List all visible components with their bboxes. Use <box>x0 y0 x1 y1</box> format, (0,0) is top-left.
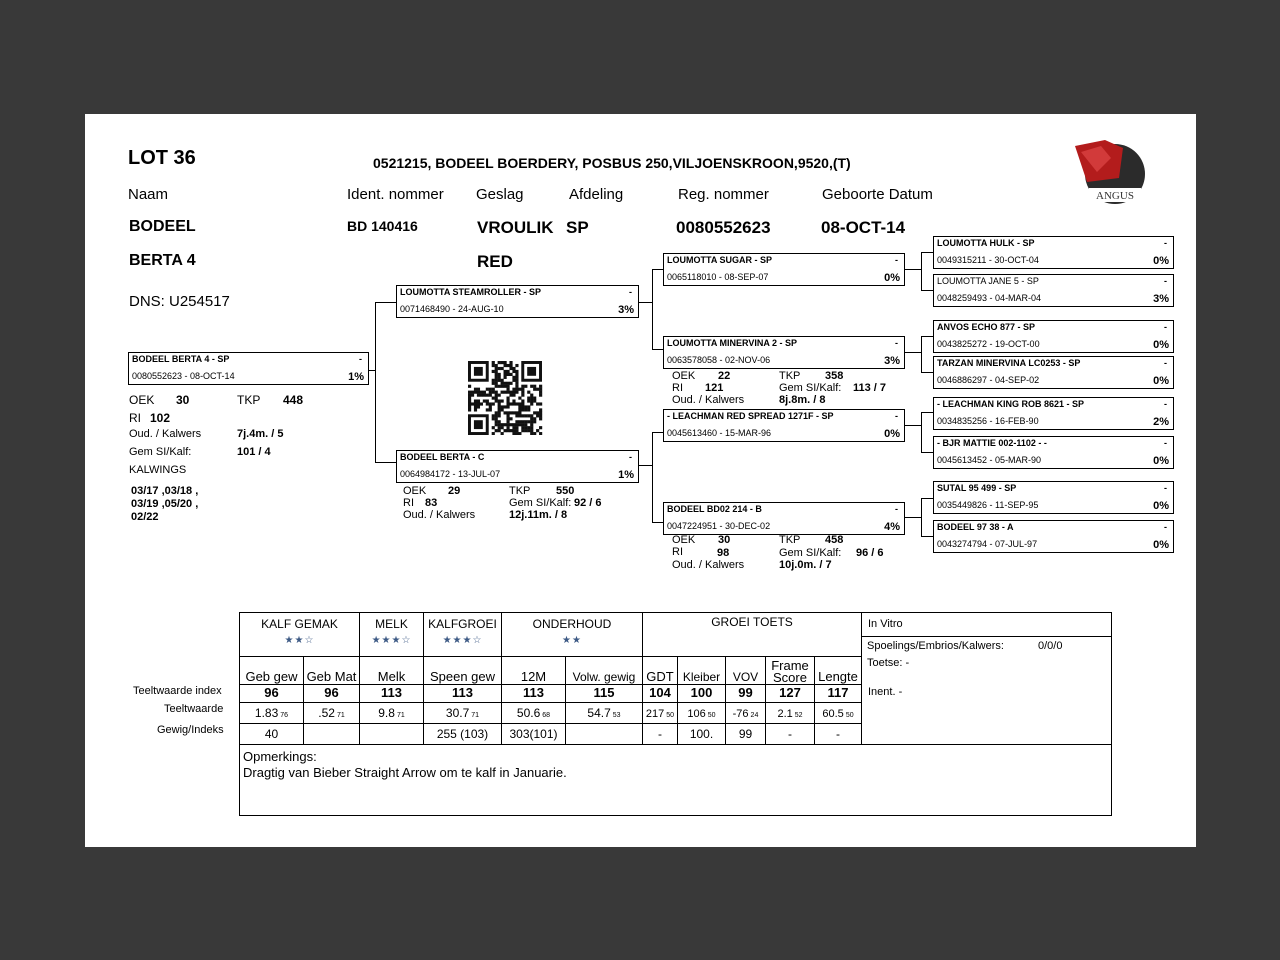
spoelings-value: 0/0/0 <box>1038 640 1063 652</box>
group-onderhoud: ONDERHOUD ★★ <box>502 613 643 657</box>
gewig-value <box>304 724 360 745</box>
index-value: 113 <box>360 685 424 703</box>
group-kalfgroei: KALFGROEI ★★★☆ <box>424 613 502 657</box>
animal-box-pct: 1% <box>348 371 364 383</box>
gewig-value <box>360 724 424 745</box>
gewig-value: 303(101) <box>502 724 566 745</box>
pedigree-g4-box: TARZAN MINERVINA LC0253 - SP - 0046886297 - 04-SEP-02 0% <box>933 356 1174 389</box>
column-header: VOV <box>726 657 766 685</box>
color-value: RED <box>477 252 513 271</box>
tw-accuracy: 50 <box>845 712 854 719</box>
tw-accuracy: 50 <box>707 712 716 719</box>
lot-number: LOT 36 <box>128 147 196 169</box>
pedigree-g1-box: LOUMOTTA HULK - SP - 0049315211 - 30-OCT-04 0% <box>933 236 1174 269</box>
remarks-text: Dragtig van Bieber Straight Arrow om te kalf in Januarie. <box>243 765 567 780</box>
breeder-info: 0521215, BODEEL BOERDERY, POSBUS 250,VILJOENSKROON,9520,(T) <box>373 155 851 171</box>
column-header: Geb Mat <box>304 657 360 685</box>
gewig-value: 255 (103) <box>424 724 502 745</box>
tw-cell <box>360 703 424 724</box>
tw-cell <box>815 703 862 724</box>
tw-value: 2.1 <box>777 708 793 720</box>
tw-value: 9.8 <box>378 706 395 720</box>
birth-value: 08-OCT-14 <box>821 218 906 237</box>
pedigree-g2-box: LOUMOTTA JANE 5 - SP - 0048259493 - 04-MAR-04 3% <box>933 274 1174 307</box>
pedigree-sheet: LOT 36 0521215, BODEEL BOERDERY, POSBUS 250,VILJOENSKROON,9520,(T) ANGUS Naam Ident. nommer Geslag Afdeling Reg. nommer Geboorte Datum BODEEL BERTA 4 BD 140416 VROULIK SP RED 0080552623 08-OCT-14 DNS: U254517 BODEEL BERTA 4 - SP - 0080552623 - 08-OCT-14 1% OEK 30 TKP 448 RI 102 Oud. / Kalwers 7j.4m. / 5 Gem SI/Kalf: 101 / 4 KALWINGS 03/17 ,03/18 , 03/19 ,05/20 , 02/22 LOUMOTTA STEAMROLLER - SP - 0071468490 - 24-AUG-10 3% BODEEL BERTA - C - 0064984172 - 13-JUL-07 1% OEK 29 TKP 550 RI 83 Gem SI/Kalf: 92 / 6 Oud. / Kalwers 12j.11m. / 8 LOUMOTTA SUGAR - SP - 0065118010 - 08-SEP-07 0% LOUMOTTA MINERVINA 2 - SP - 0063578058 - 02-NOV-06 3% OEK 22 TKP 358 RI 121 Gem SI/Kalf: 113 / 7 Oud. / Kalwers 8j.8m. / 8 - LEACHMAN RED SPREAD 1271F - SP - 0045613460 - 15-MAR-96 0% BODEEL BD02 214 - B - 0047224951 - 30-DEC-02 4% OEK 30 TKP 458 RI 98 Gem SI/Kalf: 96 / 6 Oud. / Kalwers 10j.0m. / 7 LOUMOTTA HULK - SP - 0049315211 - 30-OCT-04 0% LOUMOTTA JANE 5 - SP - 0048259493 - 04-MAR-04 3% ANVOS ECHO 877 - SP - 0043825272 - 19-OCT-00 0% TARZAN MINERVINA LC0253 - SP - 0046886297 - 04-SEP-02 0% - LEACHMAN KING ROB 8621 - SP - 0034835256 - 16-FEB-90 2% - BJR MATTIE 002-1102 - - - 0045613452 - 05-MAR-90 0% SUTAL 95 499 - SP - 0035449826 - 11-SEP-95 0% BODEEL 97 38 - A - 0043274794 - 07-JUL-97 0% Teeltwaarde index Teeltwaarde Gewig/Indeks KALF GEMAK ★★☆ MELK ★★★☆ KALFGROEI ★★★☆ ONDERHOUD ★★ GROEI TOETS In Vitro Spoelings/Embrios/Kalwers: 0/0/0 Toetse: - Inent. - Geb gew Geb Mat Melk Speen gew 12M Volw. gewig GDT Kleiber VOV Frame Score Lengte 96 96 113 113 113 115 104 100 99 127 117 1.83 76 .52 71 9.8 71 30.7 71 50.6 68 54.7 53 217 50 106 50 -76 24 2.1 52 60.5 50 40 255 (103) 303(101) - 100. 99 - - Opmerkings: Dragtig van Bieber Straight Arrow om te kalf in Januarie. <box>85 114 1196 847</box>
gewig-value: 99 <box>726 724 766 745</box>
pedigree-sd-box: LOUMOTTA MINERVINA 2 - SP - 0063578058 - 02-NOV-06 3% <box>663 336 905 369</box>
column-header: Lengte <box>815 657 862 685</box>
spoelings-label: Spoelings/Embrios/Kalwers: <box>867 640 1004 652</box>
kalf-gemak-stars: ★★☆ <box>284 635 315 646</box>
performance-table <box>239 612 1112 816</box>
ident-value: BD 140416 <box>347 218 418 234</box>
pedigree-ds-box: - LEACHMAN RED SPREAD 1271F - SP - 0045613460 - 15-MAR-96 0% <box>663 409 905 442</box>
pedigree-dam-box: BODEEL BERTA - C - 0064984172 - 13-JUL-07 1% <box>396 450 639 483</box>
pedigree-g3-box: ANVOS ECHO 877 - SP - 0043825272 - 19-OCT-00 0% <box>933 320 1174 353</box>
column-header: Frame Score <box>766 657 815 685</box>
tw-value: 50.6 <box>516 706 541 720</box>
index-value: 99 <box>726 685 766 703</box>
column-header: Geb gew <box>240 657 304 685</box>
geslag-value: VROULIK <box>477 218 554 237</box>
tw-cell <box>304 703 360 724</box>
row-label-index: Teeltwaarde index <box>133 685 222 697</box>
remarks-cell <box>240 745 1112 816</box>
index-value: 127 <box>766 685 815 703</box>
tw-value: 217 <box>645 708 665 720</box>
pedigree-g7-box: SUTAL 95 499 - SP - 0035449826 - 11-SEP-95 0% <box>933 481 1174 514</box>
tw-cell <box>502 703 566 724</box>
column-header: Melk <box>360 657 424 685</box>
remarks-title: Opmerkings: <box>243 749 317 764</box>
tw-cell <box>566 703 643 724</box>
index-value: 96 <box>240 685 304 703</box>
kalwings-line3: 02/22 <box>131 511 159 523</box>
gewig-value: 100. <box>678 724 726 745</box>
tw-accuracy: 68 <box>542 712 551 719</box>
pedigree-animal-box: BODEEL BERTA 4 - SP - 0080552623 - 08-OCT-14 1% <box>128 352 369 385</box>
column-header: 12M <box>502 657 566 685</box>
angus-cow-logo-icon <box>1075 138 1147 208</box>
animal-box-id: 0080552623 - 08-OCT-14 <box>132 371 235 381</box>
tw-accuracy: 24 <box>750 712 759 719</box>
tw-cell <box>678 703 726 724</box>
qr-code-icon <box>466 361 544 435</box>
index-value: 113 <box>502 685 566 703</box>
gewig-value: 40 <box>240 724 304 745</box>
tw-value: 30.7 <box>445 706 470 720</box>
pedigree-g8-box: BODEEL 97 38 - A - 0043274794 - 07-JUL-97 0% <box>933 520 1174 553</box>
label-reg: Reg. nommer <box>678 186 769 203</box>
tw-value: -76 <box>732 708 749 720</box>
pedigree-g6-box: - BJR MATTIE 002-1102 - - - 0045613452 - 05-MAR-90 0% <box>933 436 1174 469</box>
qr-code <box>466 361 544 435</box>
tw-accuracy: 71 <box>471 712 480 719</box>
tw-value: 1.83 <box>254 706 279 720</box>
group-groei-toets: GROEI TOETS <box>643 613 862 657</box>
index-value: 104 <box>643 685 678 703</box>
pedigree-dd-box: BODEEL BD02 214 - B - 0047224951 - 30-DEC-02 4% <box>663 502 905 535</box>
animal-oud: 7j.4m. / 5 <box>237 428 284 440</box>
row-label-gewig: Gewig/Indeks <box>157 724 224 736</box>
gewig-value: - <box>766 724 815 745</box>
animal-tkp: 448 <box>283 393 304 407</box>
column-header: Kleiber <box>678 657 726 685</box>
kalwings-line1: 03/17 ,03/18 , <box>131 485 199 497</box>
svg-text:ANGUS: ANGUS <box>1096 190 1134 202</box>
animal-name-line2: BERTA 4 <box>129 252 196 269</box>
tw-accuracy: 53 <box>612 712 621 719</box>
side-panel <box>862 613 1112 745</box>
onderhoud-stars: ★★ <box>562 635 582 646</box>
tw-value: 60.5 <box>822 708 844 720</box>
index-value: 100 <box>678 685 726 703</box>
reg-value: 0080552623 <box>676 218 771 237</box>
animal-box-name: BODEEL BERTA 4 - SP <box>132 354 230 364</box>
tw-cell <box>643 703 678 724</box>
label-afdeling: Afdeling <box>569 186 624 203</box>
row-label-tw: Teeltwaarde <box>164 703 224 715</box>
tw-accuracy: 52 <box>794 712 803 719</box>
animal-name-line1: BODEEL <box>129 218 196 235</box>
invitro-label: In Vitro <box>862 613 1111 637</box>
index-value: 96 <box>304 685 360 703</box>
label-naam: Naam <box>128 186 169 203</box>
animal-oek: 30 <box>176 393 190 407</box>
tw-cell <box>726 703 766 724</box>
tw-value: 54.7 <box>587 706 611 720</box>
tw-value: .52 <box>318 706 335 720</box>
animal-ri: 102 <box>150 411 171 425</box>
tw-accuracy: 76 <box>280 712 289 719</box>
label-geslag: Geslag <box>476 186 524 203</box>
dns-value: DNS: U254517 <box>129 293 230 310</box>
column-header: Volw. gewig <box>566 657 643 685</box>
pedigree-sire-box: LOUMOTTA STEAMROLLER - SP - 0071468490 - 24-AUG-10 3% <box>396 285 639 318</box>
afdeling-value: SP <box>566 218 589 237</box>
gewig-value: - <box>643 724 678 745</box>
label-geboorte: Geboorte Datum <box>822 186 933 203</box>
kalfgroei-stars: ★★★☆ <box>442 635 483 646</box>
angus-logo <box>1075 138 1147 208</box>
pedigree-ss-box: LOUMOTTA SUGAR - SP - 0065118010 - 08-SEP-07 0% <box>663 253 905 286</box>
index-value: 115 <box>566 685 643 703</box>
melk-stars: ★★★☆ <box>371 635 412 646</box>
label-ident: Ident. nommer <box>347 186 444 203</box>
index-value: 113 <box>424 685 502 703</box>
toetse-value: Toetse: - <box>867 657 910 669</box>
tw-value: 106 <box>687 708 706 720</box>
tw-cell <box>766 703 815 724</box>
inent-value: Inent. - <box>868 686 903 698</box>
gewig-value: - <box>815 724 862 745</box>
tw-cell <box>424 703 502 724</box>
tw-accuracy: 50 <box>666 712 675 719</box>
column-header: Speen gew <box>424 657 502 685</box>
pedigree-g5-box: - LEACHMAN KING ROB 8621 - SP - 0034835256 - 16-FEB-90 2% <box>933 397 1174 430</box>
kalwings-line2: 03/19 ,05/20 , <box>131 498 199 510</box>
tw-accuracy: 71 <box>336 712 345 719</box>
group-melk: MELK ★★★☆ <box>360 613 424 657</box>
gewig-value <box>566 724 643 745</box>
group-kalf-gemak: KALF GEMAK ★★☆ <box>240 613 360 657</box>
tw-cell <box>240 703 304 724</box>
column-header: GDT <box>643 657 678 685</box>
tw-accuracy: 71 <box>396 712 405 719</box>
index-value: 117 <box>815 685 862 703</box>
animal-gem: 101 / 4 <box>237 446 271 458</box>
